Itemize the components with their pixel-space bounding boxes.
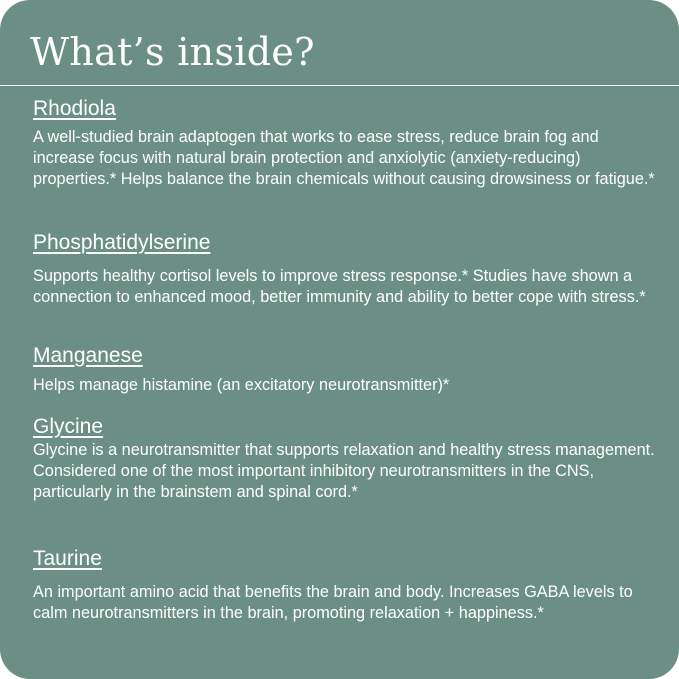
ingredient-taurine xyxy=(33,546,663,624)
ingredient-phosphatidylserine xyxy=(33,230,663,308)
card-title: What’s inside? xyxy=(30,30,315,74)
ingredient-glycine xyxy=(33,414,663,503)
title-divider xyxy=(0,85,679,86)
ingredient-name: Taurine xyxy=(33,547,102,570)
ingredient-description: Glycine is a neurotransmitter that supports relaxation and healthy stress management. Considered one of the most important inhibitory neurotransmitters in the CNS, particularly in the brainstem and spinal cord.* xyxy=(33,441,655,501)
ingredient-name: Phosphatidylserine xyxy=(33,231,211,254)
ingredient-rhodiola xyxy=(33,96,663,190)
ingredient-description: A well-studied brain adaptogen that works to ease stress, reduce brain fog and increase focus with natural brain protection and anxiolytic (anxiety-reducing) properties.* Helps balance the brain chemicals without causing drowsiness or fatigue.* xyxy=(33,128,655,188)
ingredient-name: Manganese xyxy=(33,344,143,367)
ingredient-manganese xyxy=(33,343,663,396)
ingredient-name: Glycine xyxy=(33,415,104,438)
ingredient-description: Helps manage histamine (an excitatory neurotransmitter)* xyxy=(33,376,450,394)
ingredient-description: Supports healthy cortisol levels to improve stress response.* Studies have shown a connection to enhanced mood, better immunity and ability to better cope with stress.* xyxy=(33,267,646,306)
ingredient-description: An important amino acid that benefits the brain and body. Increases GABA levels to calm neurotransmitters in the brain, promoting relaxation + happiness.* xyxy=(33,583,633,622)
ingredient-name: Rhodiola xyxy=(33,97,116,120)
